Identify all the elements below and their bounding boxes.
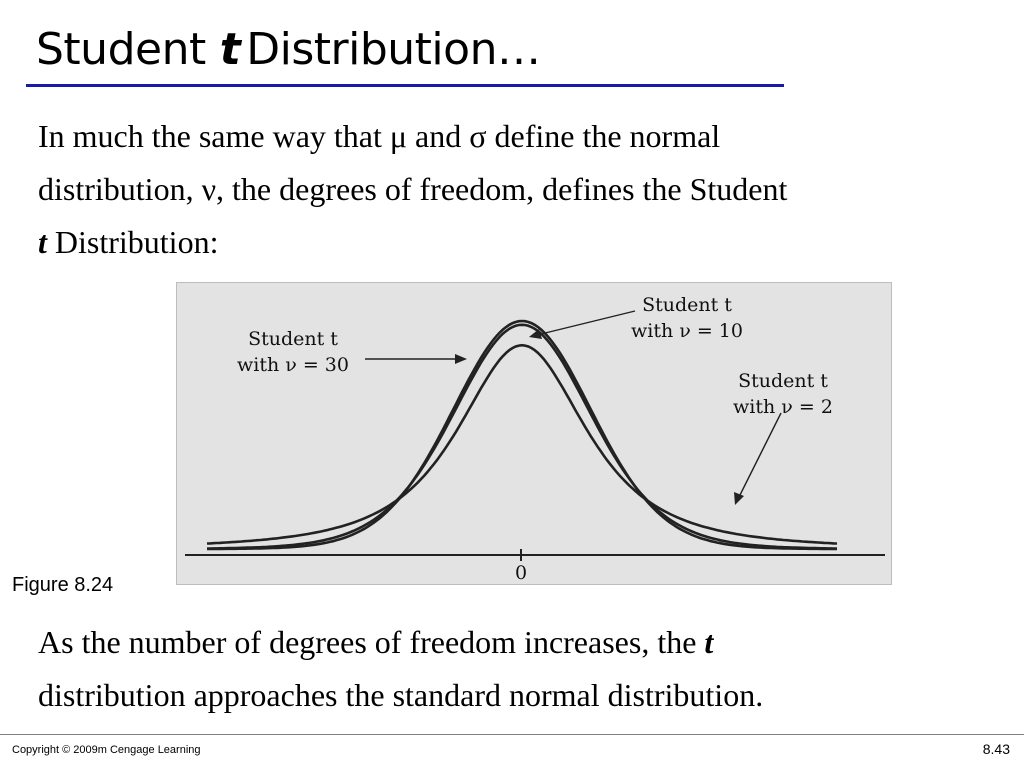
outro-line-2: distribution approaches the standard normal distribution. [38,677,764,713]
title-distribution: Distribution… [246,24,541,75]
outro-line-1: As the number of degrees of freedom increases, the [38,624,705,660]
label-v10-line1: Student t [642,294,732,316]
title-t: t [219,24,241,75]
outro-t-letter: t [704,624,714,660]
arrow-v10 [537,311,635,335]
intro-t-letter: t [38,224,47,260]
arrow-v2 [739,413,781,497]
t-distribution-chart [177,283,893,586]
title-underline [26,84,784,87]
footer-copyright: Copyright © 2009m Cengage Learning [12,744,201,756]
x-tick-label-zero: 0 [514,562,528,584]
label-v30-line1: Student t [248,328,338,350]
arrowhead-v2 [734,492,744,505]
arrowhead-v30 [455,354,467,364]
intro-paragraph [38,110,998,269]
title-student: Student [36,24,206,75]
footer-page-number: 8.43 [982,741,1010,757]
intro-line-3: Distribution: [46,224,219,260]
label-v2-line2: with ν = 2 [733,396,833,418]
t-distribution-figure [176,282,892,585]
intro-line-2: distribution, ν, the degrees of freedom, defines the Student [38,171,788,207]
intro-line-1: In much the same way that μ and σ define the normal [38,118,721,154]
outro-paragraph [38,616,998,722]
figure-caption: Figure 8.24 [12,574,114,596]
label-v10-line2: with ν = 10 [631,320,743,342]
label-v2-line1: Student t [738,370,828,392]
slide-title [36,22,540,78]
footer-divider [0,734,1024,735]
label-v30-line2: with ν = 30 [237,354,349,376]
